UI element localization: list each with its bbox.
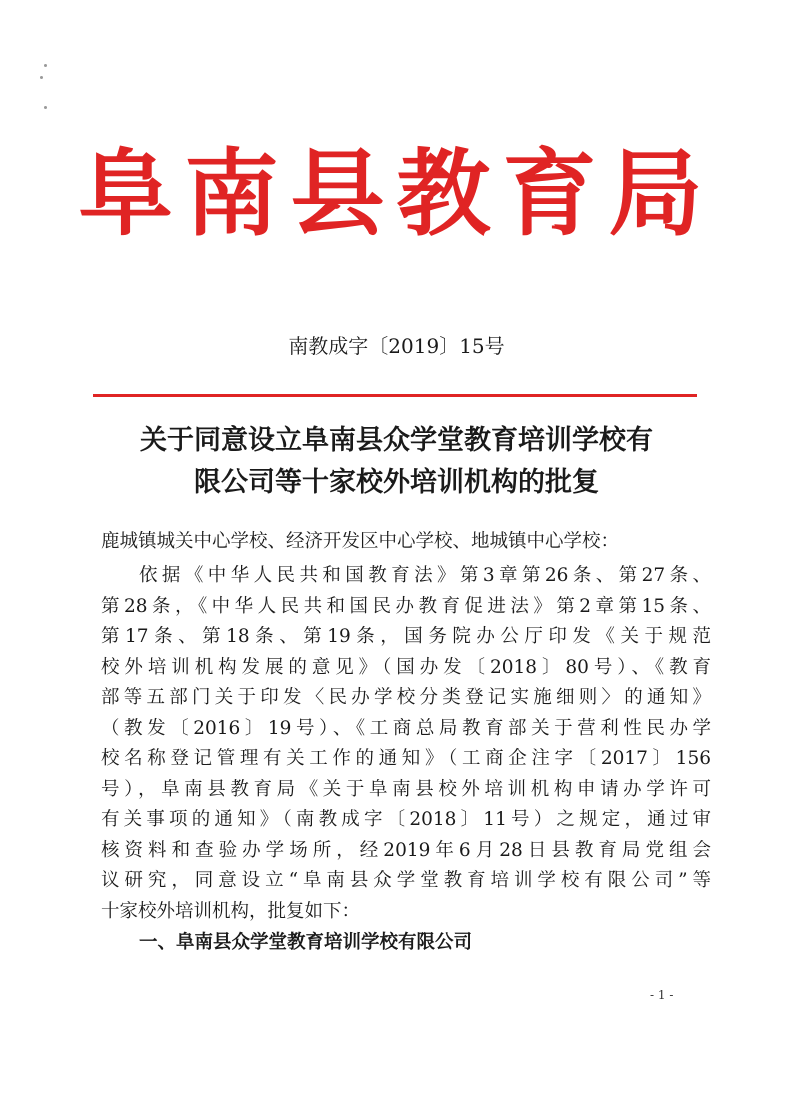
body-line: 依据《中华人民共和国教育法》第3章第26条、第27条、	[139, 565, 711, 586]
scan-speck	[44, 64, 47, 67]
body-line: 有关事项的通知》（南教成字〔2018〕11号）之规定，通过审	[101, 809, 711, 830]
body-line: 第28条，《中华人民共和国民办教育促进法》第2章第15条、	[101, 595, 711, 617]
document-title-line: 限公司等十家校外培训机构的批复	[194, 467, 599, 498]
body-line: 部等五部门关于印发〈民办学校分类登记实施细则〉的通知》	[101, 687, 711, 708]
document-title	[90, 420, 703, 504]
body-line: 校外培训机构发展的意见》（国办发〔2018〕80号）、《教育	[101, 656, 711, 678]
document-number: 南教成字〔2019〕15号	[288, 334, 505, 358]
scan-speck	[40, 76, 43, 79]
body-line: 校名称登记管理有关工作的通知》（工商企注字〔2017〕156	[101, 748, 711, 769]
agency-name-header: 阜南县教育局	[78, 140, 715, 249]
document-title-line: 关于同意设立阜南县众学堂教育培训学校有	[140, 425, 653, 456]
body-line: 核资料和查验办学场所，经2019年6月28日县教育局党组会	[101, 839, 711, 861]
body-line: 第17条、第18条、第19条，国务院办公厅印发《关于规范	[101, 626, 711, 647]
body-line: 议研究，同意设立“阜南县众学堂教育培训学校有限公司”等	[101, 870, 711, 891]
scan-speck	[44, 106, 47, 109]
body-line: （教发〔2016〕19号）、《工商总局教育部关于营利性民办学	[101, 717, 711, 739]
page-number: - 1 -	[650, 988, 674, 1002]
section-heading: 一、阜南县众学堂教育培训学校有限公司	[139, 932, 473, 953]
body-paragraph	[101, 561, 711, 927]
addressee: 鹿城镇城关中心学校、经济开发区中心学校、地城镇中心学校：	[101, 531, 620, 552]
body-line: 十家校外培训机构，批复如下：	[101, 900, 361, 922]
red-divider-line	[93, 394, 697, 397]
body-line: 号），阜南县教育局《关于阜南县校外培训机构申请办学许可	[101, 778, 711, 800]
